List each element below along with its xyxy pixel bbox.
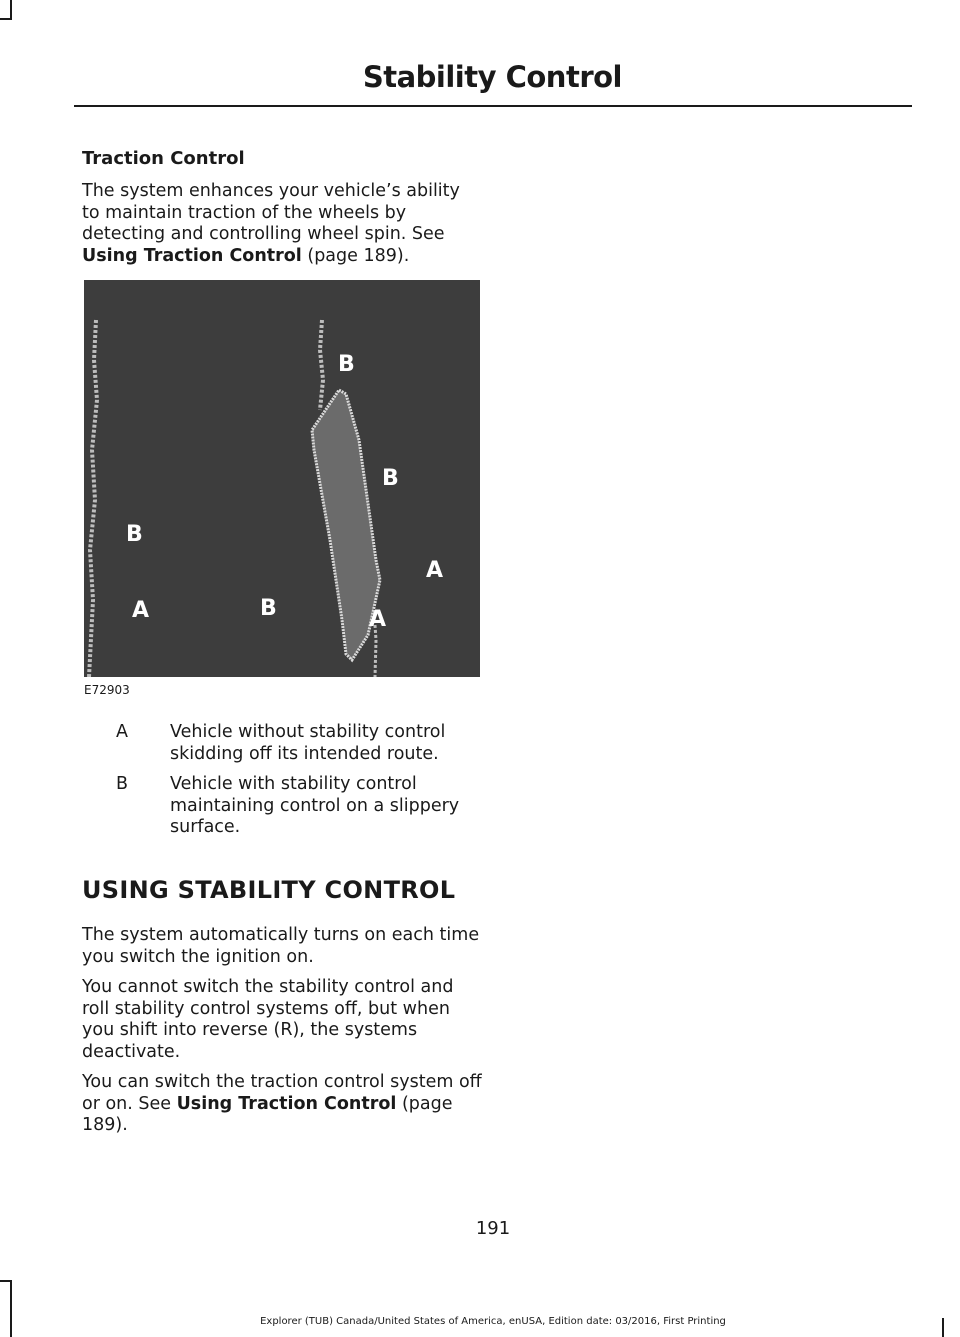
using-paragraph-3-text: You can switch the traction control system off or on. See bbox=[82, 1072, 482, 1114]
section-heading: USING STABILITY CONTROL bbox=[82, 876, 456, 904]
section-title: Stability Control bbox=[362, 60, 622, 94]
legend-key: B bbox=[116, 774, 129, 794]
traction-line: detecting and controlling wheel spin. See bbox=[82, 224, 445, 244]
figure-label-a: A bbox=[132, 598, 150, 623]
legend-key: A bbox=[116, 722, 128, 742]
header-rule bbox=[74, 105, 912, 107]
traction-line bbox=[82, 246, 482, 268]
page-reference: (page 189). bbox=[301, 245, 410, 266]
page-number: 191 bbox=[475, 1218, 511, 1239]
figure-label-a: A bbox=[426, 558, 444, 583]
using-paragraph-1: The system automatically turns on each time you switch the ignition on. bbox=[82, 925, 480, 967]
subsection-heading: Traction Control bbox=[82, 148, 245, 169]
using-paragraph-3 bbox=[82, 1072, 482, 1137]
traction-paragraph bbox=[82, 181, 482, 267]
crop-mark bbox=[10, 0, 12, 18]
figure-label-b: B bbox=[260, 596, 277, 621]
legend-text: Vehicle with stability control maintaining control on a slippery surface. bbox=[170, 774, 460, 837]
figure-id: E72903 bbox=[84, 683, 130, 697]
footer-text: Explorer (TUB) Canada/United States of America, enUSA, Edition date: 03/2016, First Printing bbox=[260, 1316, 726, 1327]
figure-label-b: B bbox=[382, 466, 399, 491]
left-road-edge bbox=[89, 320, 97, 677]
traction-line: to maintain traction of the wheels by bbox=[82, 202, 407, 223]
centre-road-edge bbox=[320, 320, 323, 410]
figure-label-b: B bbox=[338, 352, 355, 377]
using-paragraph-2: You cannot switch the stability control and roll stability control systems off, but when you shift into reverse (R), the systems deactivate. bbox=[82, 977, 454, 1062]
cross-reference-link[interactable]: Using Traction Control bbox=[176, 1093, 397, 1114]
figure-label-b: B bbox=[126, 522, 143, 547]
crop-mark bbox=[0, 18, 12, 20]
traction-line: The system enhances your vehicle’s ability bbox=[82, 181, 460, 201]
crop-mark bbox=[10, 1280, 12, 1337]
page-reference: (page 189). bbox=[82, 1093, 453, 1135]
legend-text: Vehicle without stability control skidding off its intended route. bbox=[170, 722, 446, 764]
cross-reference-link[interactable]: Using Traction Control bbox=[82, 245, 302, 266]
crop-mark bbox=[0, 1280, 12, 1282]
figure-label-a: A bbox=[369, 607, 387, 632]
stability-illustration bbox=[84, 280, 480, 677]
